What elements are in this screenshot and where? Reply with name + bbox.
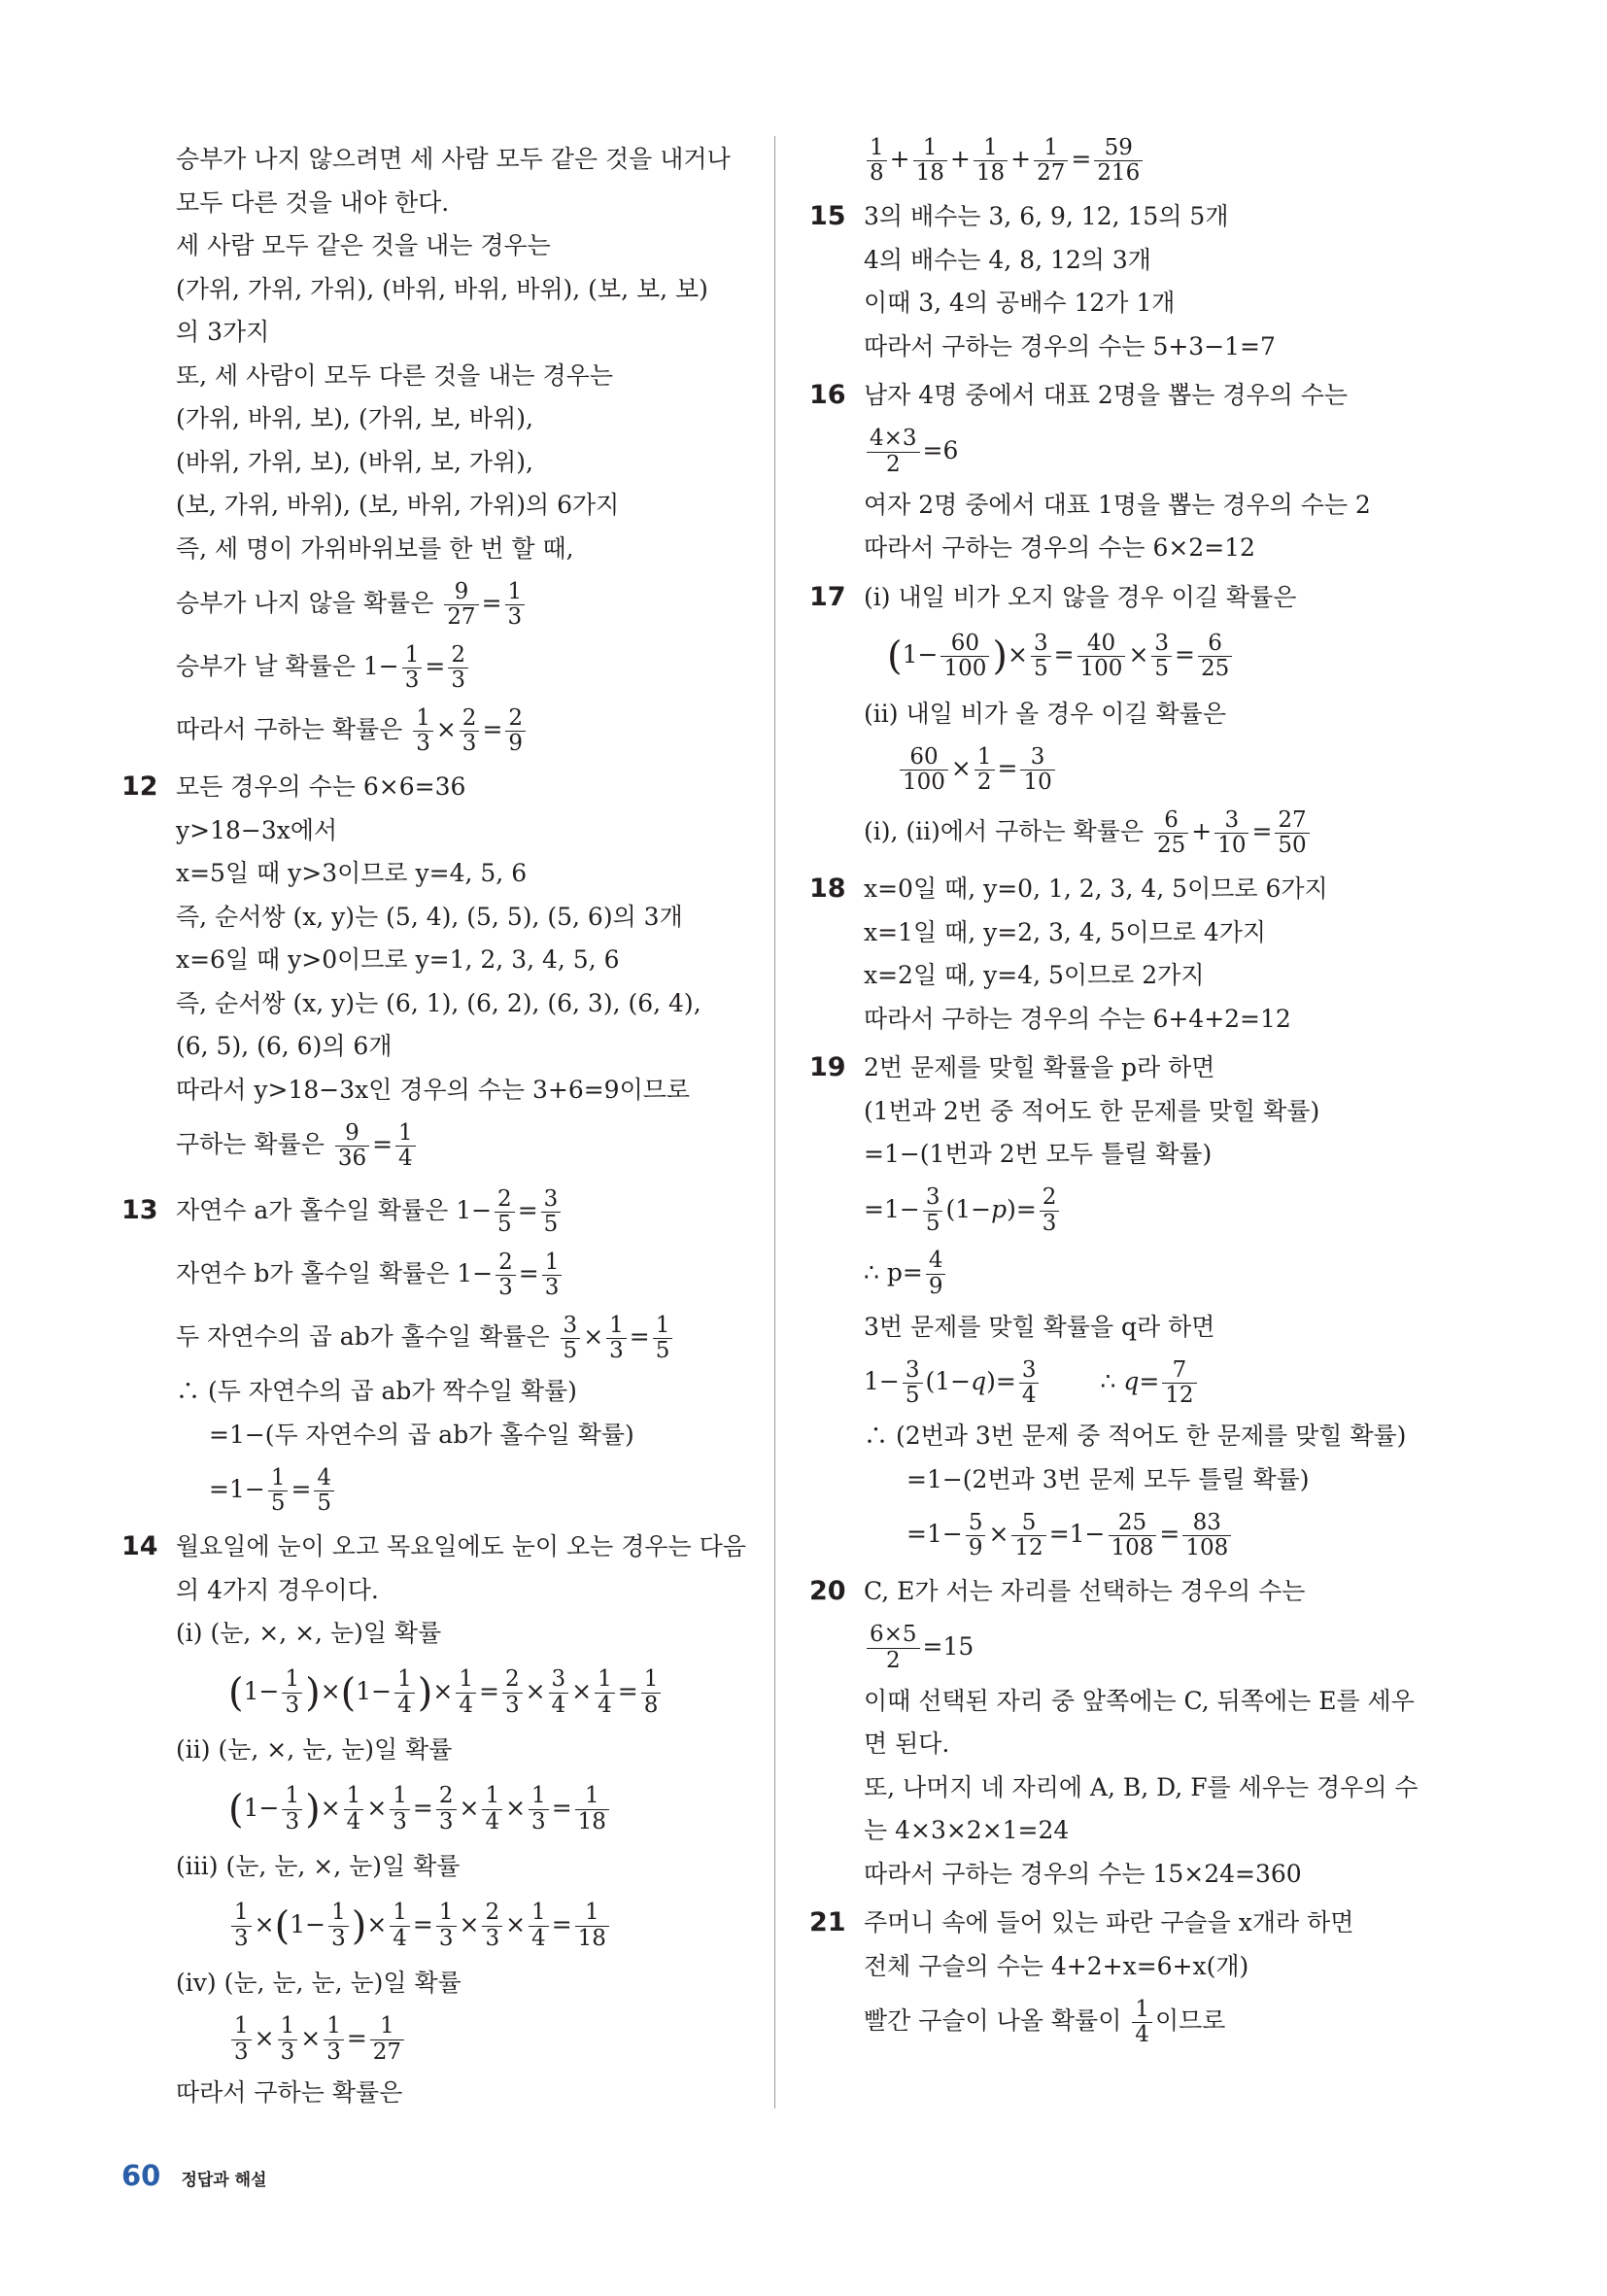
- problem-16: [809, 374, 1431, 570]
- equation-line: $\frac{1}{3}$ × $\frac{1}{3}$ × $\frac{1}{3}$ = $\frac{1}{27}$: [228, 2008, 743, 2069]
- fraction: $\frac{1}{3}$: [413, 706, 433, 757]
- equation-line: =1− $\frac{5}{9}$ × $\frac{5}{12}$ =1− $\frac{25}{108}$ = $\frac{83}{108}$: [906, 1504, 1431, 1564]
- text-line: (가위, 가위, 가위), (바위, 바위, 바위), (보, 보, 보): [176, 274, 708, 303]
- fraction: $\frac{1}{2}$: [974, 745, 995, 796]
- text-line: (가위, 바위, 보), (가위, 보, 바위),: [176, 404, 533, 432]
- section-title: 정답과 해설: [181, 2171, 267, 2190]
- text-line: (ⅲ) (눈, 눈, ×, 눈)일 확률: [176, 1852, 461, 1880]
- equation-line: (1− $\frac{1}{3}$ )× $\frac{1}{4}$ × $\frac{1}{3}$ = $\frac{2}{3}$ × $\frac{1}{4}$ × $\frac{1}{3}$ = $\frac{1}{18}$: [228, 1776, 743, 1842]
- text-line: (보, 가위, 바위), (보, 바위, 가위)의 6가지: [176, 491, 620, 519]
- text-line: 17 (ⅰ) 내일 비가 오지 않을 경우 이길 확률은: [864, 576, 1431, 620]
- equation-line: (1− $\frac{1}{3}$ )×(1− $\frac{1}{4}$ )× $\frac{1}{4}$ = $\frac{2}{3}$ × $\frac{3}{4}$ × $\frac{1}{4}$ = $\frac{1}{8}$: [228, 1660, 743, 1726]
- text-line: 또, 세 사람이 모두 다른 것을 내는 경우는: [176, 360, 613, 390]
- fraction: $\frac{2}{3}$: [502, 1667, 523, 1718]
- fraction: $\frac{3}{5}$: [541, 1187, 562, 1238]
- fraction: $\frac{1}{5}$: [268, 1466, 289, 1517]
- text-line: 이때 3, 4의 공배수 12가 1개: [864, 289, 1176, 317]
- text-line: 즉, 세 명이 가위바위보를 한 번 할 때,: [176, 533, 574, 563]
- fraction: $\frac{3}{4}$: [549, 1667, 569, 1718]
- fraction: $\frac{1}{3}$: [282, 1784, 302, 1834]
- text-line: (바위, 가위, 보), (바위, 보, 가위),: [176, 447, 533, 476]
- fraction: $\frac{1}{3}$: [402, 643, 423, 694]
- fraction: $\frac{1}{4}$: [394, 1667, 415, 1718]
- problem-number: 15: [809, 201, 846, 231]
- problem-14: [121, 1525, 746, 2114]
- fraction: $\frac{1}{4}$: [456, 1667, 476, 1718]
- text-line: ∴ (두 자연수의 곱 ab가 짝수일 확률): [176, 1377, 577, 1405]
- fraction: $\frac{1}{3}$: [606, 1314, 627, 1364]
- fraction: $\frac{1}{3}$: [542, 1251, 563, 1301]
- text-line: x=5일 때 y>3이므로 y=4, 5, 6: [176, 859, 528, 887]
- fraction: $\frac{1}{3}$: [231, 2014, 252, 2065]
- fraction: $\frac{3}{10}$: [1214, 808, 1248, 859]
- text-line: x=6일 때 y>0이므로 y=1, 2, 3, 4, 5, 6: [176, 945, 620, 974]
- fraction: $\frac{3}{5}$: [903, 1358, 923, 1409]
- equation-line: =1− $\frac{1}{5}$ = $\frac{4}{5}$: [209, 1459, 743, 1520]
- fraction: $\frac{2}{3}$: [448, 643, 468, 694]
- fraction: $\frac{1}{27}$: [370, 2014, 404, 2065]
- text-line: 승부가 나지 않으려면 세 사람 모두 같은 것을 내거나: [176, 145, 731, 173]
- problem-17: [809, 576, 1431, 863]
- fraction: $\frac{2}{3}$: [1040, 1185, 1060, 1236]
- problem-number: 17: [809, 581, 846, 612]
- fraction: $\frac{1}{4}$: [1132, 1998, 1152, 2048]
- problem-21: [809, 1902, 1431, 2051]
- fraction: $\frac{5}{9}$: [966, 1511, 986, 1561]
- fraction: $\frac{4}{5}$: [314, 1466, 334, 1517]
- equation-line: 13 자연수 a가 홀수일 확률은 1− $\frac{2}{5}$ = $\frac{3}{5}$: [176, 1181, 743, 1241]
- equation-line: ∴ p= $\frac{4}{9}$: [864, 1243, 1431, 1303]
- fraction: $\frac{40}{100}$: [1077, 632, 1126, 682]
- text-line: 세 사람 모두 같은 것을 내는 경우는: [176, 231, 551, 259]
- fraction: $\frac{6}{25}$: [1154, 808, 1188, 859]
- equation-line: 1− $\frac{3}{5}$ (1−q)= $\frac{3}{4}$ ∴ q= $\frac{7}{12}$: [864, 1352, 1431, 1412]
- text-line: 따라서 y>18−3x인 경우의 수는 3+6=9이므로: [176, 1075, 691, 1104]
- equation-line: 승부가 나지 않을 확률은 $\frac{9}{27}$ = $\frac{1}{3}$: [176, 573, 743, 634]
- text-line: 21 주머니 속에 들어 있는 파란 구슬을 x개라 하면: [864, 1902, 1431, 1945]
- equation-line: $\frac{1}{3}$ ×(1− $\frac{1}{3}$ )× $\frac{1}{4}$ = $\frac{1}{3}$ × $\frac{2}{3}$ × $\frac{1}{4}$ = $\frac{1}{18}$: [228, 1893, 743, 1959]
- equation-line: $\frac{60}{100}$ × $\frac{1}{2}$ = $\frac{3}{10}$: [897, 738, 1431, 799]
- text-line: 또, 나머지 네 자리에 A, B, D, F를 세우는 경우의 수: [864, 1772, 1419, 1801]
- equation-line: 자연수 b가 홀수일 확률은 1− $\frac{2}{3}$ = $\frac{1}{3}$: [176, 1244, 743, 1304]
- text-line: 전체 구슬의 수는 4+2+x=6+x(개): [864, 1951, 1249, 1980]
- text-line: 면 된다.: [864, 1730, 950, 1758]
- text-line: =1−(1번과 2번 모두 틀릴 확률): [864, 1140, 1213, 1168]
- fraction: $\frac{2}{3}$: [436, 1784, 457, 1834]
- problem-number: 20: [809, 1576, 846, 1606]
- problem-11-continued: [121, 138, 743, 760]
- text-line: (ⅳ) (눈, 눈, 눈, 눈)일 확률: [176, 1969, 462, 1997]
- text-line: 따라서 구하는 경우의 수는 6+4+2=12: [864, 1004, 1291, 1033]
- page-footer: [121, 2159, 266, 2192]
- equation-line: $\frac{1}{8}$ + $\frac{1}{18}$ + $\frac{1}{18}$ + $\frac{1}{27}$ = $\frac{59}{216}$: [864, 129, 1431, 189]
- fraction: $\frac{7}{12}$: [1162, 1358, 1196, 1409]
- fraction: $\frac{1}{3}$: [390, 1784, 410, 1834]
- fraction: $\frac{59}{216}$: [1094, 136, 1143, 187]
- fraction: $\frac{60}{100}$: [900, 745, 948, 796]
- fraction: $\frac{1}{18}$: [974, 136, 1008, 187]
- problem-12: [121, 766, 743, 1175]
- problem-18: [809, 868, 1431, 1041]
- equation-line: 빨간 구슬이 나올 확률이 $\frac{1}{4}$ 이므로: [864, 1996, 1226, 2047]
- problem-number: 21: [809, 1907, 846, 1937]
- problem-number: 14: [121, 1531, 158, 1561]
- text-line: 즉, 순서쌍 (x, y)는 (6, 1), (6, 2), (6, 3), (6, 4),: [176, 988, 701, 1017]
- fraction: $\frac{3}{5}$: [1151, 632, 1172, 682]
- fraction: $\frac{3}{4}$: [1019, 1358, 1040, 1409]
- fraction: $\frac{1}{3}$: [278, 2014, 298, 2065]
- text-line: 19 2번 문제를 맞힐 확률을 p라 하면: [864, 1046, 1431, 1090]
- problem-number: 12: [121, 771, 158, 802]
- equation-line: $\frac{4\times 3}{2}$ =6: [864, 421, 1431, 481]
- fraction: $\frac{3}{10}$: [1020, 745, 1054, 796]
- text-line: 모두 다른 것을 내야 한다.: [176, 188, 450, 217]
- fraction: $\frac{2}{3}$: [482, 1901, 502, 1951]
- fraction: $\frac{1}{18}$: [913, 136, 947, 187]
- text-line: x=2일 때, y=4, 5이므로 2가지: [864, 961, 1205, 989]
- fraction: $\frac{1}{3}$: [505, 580, 526, 631]
- equation-line: 구하는 확률은 $\frac{9}{36}$ = $\frac{1}{4}$: [176, 1114, 743, 1175]
- text-line: (1번과 2번 중 적어도 한 문제를 맞힐 확률): [864, 1096, 1320, 1125]
- text-line: 4의 배수는 4, 8, 12의 3개: [864, 245, 1151, 274]
- text-line: 즉, 순서쌍 (x, y)는 (5, 4), (5, 5), (5, 6)의 3개: [176, 902, 683, 931]
- text-line: 여자 2명 중에서 대표 1명을 뽑는 경우의 수는 2: [864, 490, 1371, 519]
- fraction: $\frac{1}{8}$: [641, 1667, 662, 1718]
- equation-line: 승부가 날 확률은 1− $\frac{1}{3}$ = $\frac{2}{3}$: [176, 636, 743, 697]
- fraction: $\frac{3}{5}$: [561, 1314, 581, 1364]
- fraction: $\frac{2}{5}$: [495, 1187, 515, 1238]
- fraction: $\frac{2}{9}$: [505, 706, 526, 757]
- text-line: 따라서 구하는 경우의 수는 6×2=12: [864, 533, 1255, 562]
- text-line: 14 월요일에 눈이 오고 목요일에도 눈이 오는 경우는 다음: [176, 1525, 743, 1569]
- fraction: $\frac{60}{100}$: [940, 632, 989, 682]
- problem-15: [809, 195, 1431, 368]
- fraction: $\frac{6\times 5}{2}$: [867, 1623, 920, 1673]
- problem-19: [809, 1046, 1431, 1564]
- fraction: $\frac{25}{108}$: [1109, 1511, 1157, 1561]
- fraction: $\frac{1}{18}$: [575, 1901, 609, 1951]
- fraction: $\frac{1}{3}$: [282, 1667, 302, 1718]
- fraction: $\frac{1}{8}$: [867, 136, 887, 187]
- text-line: (ⅱ) 내일 비가 올 경우 이길 확률은: [864, 699, 1226, 728]
- fraction: $\frac{4\times 3}{2}$: [867, 427, 920, 477]
- fraction: $\frac{1}{3}$: [529, 1784, 549, 1834]
- fraction: $\frac{1}{3}$: [324, 2014, 344, 2065]
- fraction: $\frac{3}{5}$: [923, 1185, 943, 1236]
- text-line: (ⅱ) (눈, ×, 눈, 눈)일 확률: [176, 1735, 453, 1764]
- problem-number: 16: [809, 380, 846, 410]
- text-line: 따라서 구하는 확률은: [176, 2077, 403, 2107]
- fraction: $\frac{1}{18}$: [575, 1784, 609, 1834]
- text-line: 의 4가지 경우이다.: [176, 1575, 379, 1604]
- text-line: 따라서 구하는 경우의 수는 5+3−1=7: [864, 331, 1276, 360]
- fraction: $\frac{1}{3}$: [436, 1901, 457, 1951]
- fraction: $\frac{27}{50}$: [1275, 808, 1309, 859]
- fraction: $\frac{3}{5}$: [1031, 632, 1051, 682]
- equation-line: $\frac{6\times 5}{2}$ =15: [864, 1617, 1431, 1677]
- fraction: $\frac{1}{3}$: [231, 1901, 252, 1951]
- text-line: 3번 문제를 맞힐 확률을 q라 하면: [864, 1312, 1215, 1341]
- page-number: 60: [121, 2159, 161, 2192]
- right-column: [809, 132, 1431, 2054]
- text-line: 이때 선택된 자리 중 앞쪽에는 C, 뒤쪽에는 E를 세우: [864, 1686, 1415, 1715]
- left-column: [121, 132, 746, 2114]
- fraction: $\frac{2}{3}$: [496, 1251, 516, 1301]
- problem-20: [809, 1570, 1431, 1896]
- fraction: $\frac{6}{25}$: [1198, 632, 1232, 682]
- fraction: $\frac{1}{4}$: [390, 1901, 410, 1951]
- text-line: 18 x=0일 때, y=0, 1, 2, 3, 4, 5이므로 6가지: [864, 868, 1431, 911]
- fraction: $\frac{1}{4}$: [595, 1667, 615, 1718]
- equation-line: (ⅰ), (ⅱ)에서 구하는 확률은 $\frac{6}{25}$ + $\frac{3}{10}$ = $\frac{27}{50}$: [864, 802, 1431, 862]
- text-line: 16 남자 4명 중에서 대표 2명을 뽑는 경우의 수는: [864, 374, 1431, 418]
- text-line: 12 모든 경우의 수는 6×6=36: [176, 766, 743, 809]
- fraction: $\frac{5}{12}$: [1011, 1511, 1045, 1561]
- fraction: $\frac{1}{4}$: [529, 1901, 549, 1951]
- problem-13: [121, 1181, 743, 1520]
- problem-number: 18: [809, 874, 846, 904]
- fraction: $\frac{4}{9}$: [926, 1249, 946, 1299]
- fraction: $\frac{83}{108}$: [1182, 1511, 1231, 1561]
- text-line: (ⅰ) (눈, ×, ×, 눈)일 확률: [176, 1619, 442, 1647]
- equation-line: 두 자연수의 곱 ab가 홀수일 확률은 $\frac{3}{5}$ × $\frac{1}{3}$ = $\frac{1}{5}$: [176, 1307, 743, 1367]
- text-line: 의 3가지: [176, 318, 270, 346]
- fraction: $\frac{9}{27}$: [444, 580, 478, 631]
- text-line: x=1일 때, y=2, 3, 4, 5이므로 4가지: [864, 917, 1267, 946]
- fraction: $\frac{1}{4}$: [344, 1784, 364, 1834]
- text-line: =1−(두 자연수의 곱 ab가 홀수일 확률): [209, 1420, 634, 1449]
- text-line: 15 3의 배수는 3, 6, 9, 12, 15의 5개: [864, 195, 1431, 239]
- fraction: $\frac{1}{4}$: [395, 1121, 416, 1172]
- text-line: y>18−3x에서: [176, 815, 338, 844]
- fraction: $\frac{1}{27}$: [1034, 136, 1068, 187]
- fraction: $\frac{1}{5}$: [653, 1314, 673, 1364]
- equation-line: 따라서 구하는 확률은 $\frac{1}{3}$ × $\frac{2}{3}$ = $\frac{2}{9}$: [176, 700, 743, 760]
- text-line: 20 C, E가 서는 자리를 선택하는 경우의 수는: [864, 1570, 1431, 1614]
- problem-number: 13: [121, 1195, 158, 1225]
- column-divider: [774, 136, 775, 2108]
- text-line: (6, 5), (6, 6)의 6개: [176, 1032, 393, 1060]
- fraction: $\frac{2}{3}$: [460, 706, 480, 757]
- text-line: =1−(2번과 3번 문제 모두 틀릴 확률): [906, 1464, 1310, 1493]
- fraction: $\frac{9}{36}$: [335, 1121, 369, 1172]
- text-line: 는 4×3×2×1=24: [864, 1816, 1070, 1844]
- problem-number: 19: [809, 1052, 846, 1082]
- equation-line: =1− $\frac{3}{5}$ (1−p)= $\frac{2}{3}$: [864, 1180, 1431, 1240]
- text-line: 따라서 구하는 경우의 수는 15×24=360: [864, 1859, 1302, 1888]
- fraction: $\frac{1}{3}$: [328, 1901, 349, 1951]
- text-line: ∴ (2번과 3번 문제 중 적어도 한 문제를 맞힐 확률): [864, 1422, 1407, 1450]
- equation-line: (1− $\frac{60}{100}$ )× $\frac{3}{5}$ = $\frac{40}{100}$ × $\frac{3}{5}$ = $\frac{6}{25}$: [887, 623, 1431, 689]
- fraction: $\frac{1}{4}$: [482, 1784, 502, 1834]
